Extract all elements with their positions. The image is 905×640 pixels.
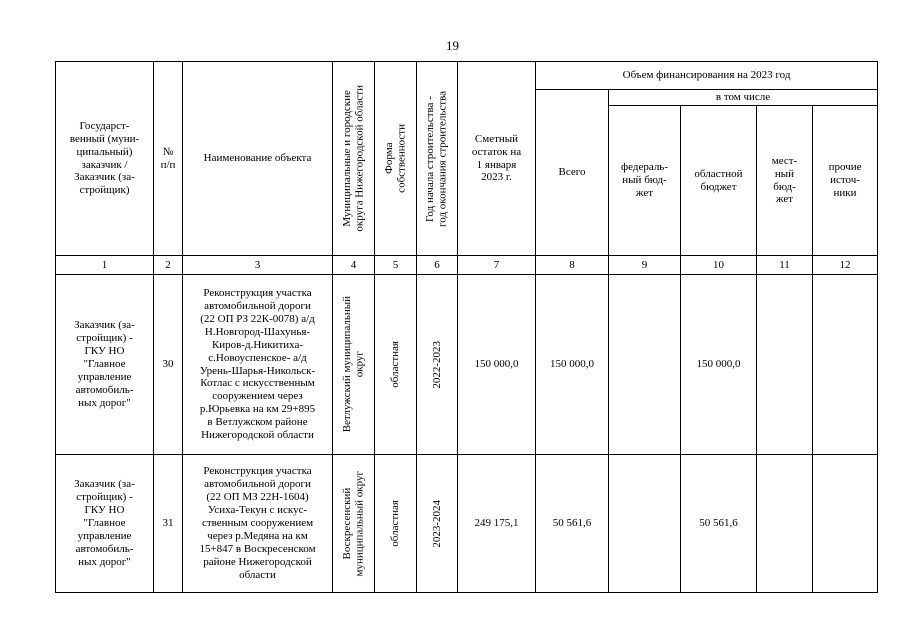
header-ownership-cell (375, 62, 417, 256)
header-row-1 (56, 62, 878, 90)
row-estimate: 150 000,0 (458, 275, 536, 455)
column-number: 8 (536, 256, 609, 275)
column-number: 12 (813, 256, 878, 275)
header-years-cell (417, 62, 458, 256)
row-municipal: Воскресенский муниципальный округ (340, 470, 366, 577)
row-object-name: Реконструкция участка автомобильной дороги (22 ОП РЗ 22К-0078) а/д Н.Новгород-Шахунья- Киров-д.Никитиха- с.Новоуспенское- а/д Урень-Шарья-Никольск- Котлас с искусственным сооружением через р.Юрьевка на км 29+895 в Ветлужском районе Нижегородской области (183, 275, 333, 455)
row-customer: Заказчик (за- стройщик) - ГКУ НО "Главное управление автомобиль- ных дорог" (56, 275, 154, 455)
header-ownership: Форма собственности (382, 124, 408, 193)
column-number: 2 (154, 256, 183, 275)
column-number: 9 (609, 256, 681, 275)
financing-table (55, 61, 878, 593)
row-total: 50 561,6 (536, 455, 609, 593)
row-other (813, 275, 878, 455)
row-other (813, 455, 878, 593)
row-years: 2023-2024 (430, 499, 443, 548)
column-number: 1 (56, 256, 154, 275)
column-number: 10 (681, 256, 757, 275)
header-customer: Государст- венный (муни- ципальный) заказчик / Заказчик (за- стройщик) (56, 62, 154, 256)
row-years: 2022-2023 (430, 340, 443, 389)
row-years-cell (417, 275, 458, 455)
header-municipal: Муниципальные и городские округа Нижегородской области (340, 85, 366, 232)
row-federal (609, 275, 681, 455)
row-regional: 150 000,0 (681, 275, 757, 455)
row-local (757, 455, 813, 593)
column-number: 11 (757, 256, 813, 275)
header-no: № п/п (154, 62, 183, 256)
row-estimate: 249 175,1 (458, 455, 536, 593)
row-municipal-cell (333, 455, 375, 593)
row-ownership: областная (389, 341, 402, 388)
row-regional: 50 561,6 (681, 455, 757, 593)
header-estimate: Сметный остаток на 1 января 2023 г. (458, 62, 536, 256)
header-regional: областной бюджет (681, 106, 757, 256)
header-financing: Объем финансирования на 2023 год (536, 62, 878, 90)
row-no: 30 (154, 275, 183, 455)
table-row (56, 455, 878, 593)
column-number: 5 (375, 256, 417, 275)
column-numbers-row (56, 256, 878, 275)
header-object-name: Наименование объекта (183, 62, 333, 256)
header-years: Год начала строительства - год окончания строительства (424, 90, 449, 227)
row-municipal: Ветлужский муниципальный округ (340, 296, 366, 433)
column-number: 7 (458, 256, 536, 275)
header-local: мест- ный бюд- жет (757, 106, 813, 256)
header-including: в том числе (609, 90, 878, 106)
row-local (757, 275, 813, 455)
header-total: Всего (536, 90, 609, 256)
column-number: 4 (333, 256, 375, 275)
row-ownership: областная (389, 500, 402, 547)
row-federal (609, 455, 681, 593)
column-number: 3 (183, 256, 333, 275)
row-municipal-cell (333, 275, 375, 455)
header-municipal-cell (333, 62, 375, 256)
row-ownership-cell (375, 455, 417, 593)
header-other: прочие источ- ники (813, 106, 878, 256)
row-years-cell (417, 455, 458, 593)
row-object-name: Реконструкция участка автомобильной дороги (22 ОП МЗ 22Н-1604) Усиха-Текун с искус- ственным сооружением через р.Медяна на км 15+847 в Воскресенском районе Нижегородской области (183, 455, 333, 593)
column-number: 6 (417, 256, 458, 275)
row-no: 31 (154, 455, 183, 593)
row-total: 150 000,0 (536, 275, 609, 455)
row-customer: Заказчик (за- стройщик) - ГКУ НО "Главное управление автомобиль- ных дорог" (56, 455, 154, 593)
header-federal: федераль- ный бюд- жет (609, 106, 681, 256)
page-number: 19 (446, 38, 459, 53)
row-ownership-cell (375, 275, 417, 455)
table-row (56, 275, 878, 455)
